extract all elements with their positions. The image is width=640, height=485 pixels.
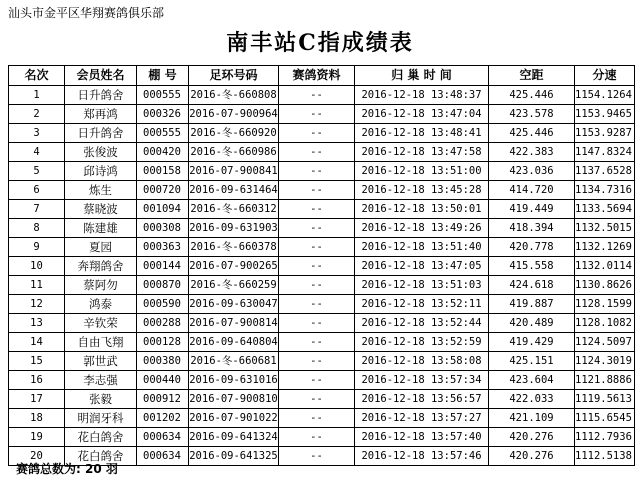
cell-arrival: 2016-12-18 13:47:05 — [355, 257, 489, 276]
cell-distance: 425.151 — [489, 352, 575, 371]
cell-member: 夏园 — [65, 238, 137, 257]
cell-loft: 000363 — [137, 238, 189, 257]
cell-member: 花白鸽舍 — [65, 447, 137, 466]
cell-member: 日升鸽舍 — [65, 124, 137, 143]
cell-ring: 2016-09-640804 — [189, 333, 279, 352]
cell-info: -- — [279, 409, 355, 428]
cell-loft: 000440 — [137, 371, 189, 390]
cell-ring: 2016-07-900814 — [189, 314, 279, 333]
cell-ring: 2016-冬-660312 — [189, 200, 279, 219]
cell-rank: 3 — [9, 124, 65, 143]
table-row — [9, 105, 635, 124]
cell-arrival: 2016-12-18 13:48:37 — [355, 86, 489, 105]
cell-loft: 000870 — [137, 276, 189, 295]
cell-member: 郑再鸿 — [65, 105, 137, 124]
cell-speed: 1133.5694 — [575, 200, 635, 219]
cell-info: -- — [279, 295, 355, 314]
cell-rank: 10 — [9, 257, 65, 276]
cell-loft: 000555 — [137, 86, 189, 105]
cell-distance: 419.887 — [489, 295, 575, 314]
cell-member: 日升鸽舍 — [65, 86, 137, 105]
cell-distance: 420.276 — [489, 447, 575, 466]
cell-speed: 1115.6545 — [575, 409, 635, 428]
cell-ring: 2016-冬-660259 — [189, 276, 279, 295]
cell-info: -- — [279, 200, 355, 219]
table-row — [9, 124, 635, 143]
cell-loft: 000720 — [137, 181, 189, 200]
cell-speed: 1128.1599 — [575, 295, 635, 314]
table-row — [9, 219, 635, 238]
cell-arrival: 2016-12-18 13:51:40 — [355, 238, 489, 257]
table-row — [9, 257, 635, 276]
cell-speed: 1119.5613 — [575, 390, 635, 409]
cell-speed: 1137.6528 — [575, 162, 635, 181]
table-row — [9, 333, 635, 352]
cell-rank: 12 — [9, 295, 65, 314]
cell-info: -- — [279, 390, 355, 409]
cell-arrival: 2016-12-18 13:49:26 — [355, 219, 489, 238]
cell-loft: 000144 — [137, 257, 189, 276]
cell-speed: 1124.3019 — [575, 352, 635, 371]
cell-speed: 1112.5138 — [575, 447, 635, 466]
cell-rank: 17 — [9, 390, 65, 409]
cell-rank: 20 — [9, 447, 65, 466]
cell-arrival: 2016-12-18 13:47:04 — [355, 105, 489, 124]
table-row — [9, 295, 635, 314]
cell-info: -- — [279, 257, 355, 276]
cell-loft: 000128 — [137, 333, 189, 352]
cell-info: -- — [279, 276, 355, 295]
cell-info: -- — [279, 162, 355, 181]
cell-speed: 1130.8626 — [575, 276, 635, 295]
table-row — [9, 390, 635, 409]
cell-speed: 1132.5015 — [575, 219, 635, 238]
cell-distance: 425.446 — [489, 86, 575, 105]
cell-member: 李志强 — [65, 371, 137, 390]
cell-ring: 2016-07-901022 — [189, 409, 279, 428]
cell-ring: 2016-09-631016 — [189, 371, 279, 390]
cell-info: -- — [279, 447, 355, 466]
cell-speed: 1124.5097 — [575, 333, 635, 352]
cell-ring: 2016-09-630047 — [189, 295, 279, 314]
cell-member: 鸿泰 — [65, 295, 137, 314]
cell-loft: 001202 — [137, 409, 189, 428]
cell-distance: 422.033 — [489, 390, 575, 409]
page-title: 南丰站C指成绩表 — [226, 30, 414, 56]
cell-ring: 2016-09-641325 — [189, 447, 279, 466]
col-header-rank: 名次 — [9, 66, 65, 86]
cell-arrival: 2016-12-18 13:47:58 — [355, 143, 489, 162]
table-row — [9, 371, 635, 390]
cell-member: 邱诗鸿 — [65, 162, 137, 181]
col-header-distance: 空距 — [489, 66, 575, 86]
cell-rank: 7 — [9, 200, 65, 219]
cell-ring: 2016-07-900841 — [189, 162, 279, 181]
cell-info: -- — [279, 124, 355, 143]
col-header-info: 赛鸽资料 — [279, 66, 355, 86]
cell-rank: 5 — [9, 162, 65, 181]
cell-arrival: 2016-12-18 13:57:40 — [355, 428, 489, 447]
cell-loft: 000634 — [137, 428, 189, 447]
cell-ring: 2016-09-631903 — [189, 219, 279, 238]
table-row — [9, 238, 635, 257]
cell-rank: 11 — [9, 276, 65, 295]
cell-distance: 422.383 — [489, 143, 575, 162]
cell-info: -- — [279, 105, 355, 124]
table-row — [9, 276, 635, 295]
table-row — [9, 143, 635, 162]
cell-arrival: 2016-12-18 13:51:00 — [355, 162, 489, 181]
cell-speed: 1132.0114 — [575, 257, 635, 276]
cell-loft: 000555 — [137, 124, 189, 143]
cell-speed: 1128.1082 — [575, 314, 635, 333]
cell-member: 蔡阿勿 — [65, 276, 137, 295]
cell-info: -- — [279, 428, 355, 447]
cell-ring: 2016-07-900810 — [189, 390, 279, 409]
cell-info: -- — [279, 143, 355, 162]
cell-member: 明润牙科 — [65, 409, 137, 428]
cell-member: 辛钦荣 — [65, 314, 137, 333]
cell-arrival: 2016-12-18 13:52:11 — [355, 295, 489, 314]
col-header-arrival: 归 巢 时 间 — [355, 66, 489, 86]
cell-loft: 000590 — [137, 295, 189, 314]
table-row — [9, 162, 635, 181]
cell-speed: 1112.7936 — [575, 428, 635, 447]
cell-loft: 000634 — [137, 447, 189, 466]
table-row — [9, 314, 635, 333]
cell-member: 张俊波 — [65, 143, 137, 162]
table-row — [9, 86, 635, 105]
cell-rank: 16 — [9, 371, 65, 390]
col-header-speed: 分速 — [575, 66, 635, 86]
table-row — [9, 181, 635, 200]
organization-name: 汕头市金平区华翔赛鸽俱乐部 — [8, 6, 165, 20]
cell-distance: 424.618 — [489, 276, 575, 295]
cell-info: -- — [279, 352, 355, 371]
cell-rank: 19 — [9, 428, 65, 447]
results-table — [8, 65, 635, 466]
cell-distance: 419.429 — [489, 333, 575, 352]
cell-member: 炼生 — [65, 181, 137, 200]
cell-distance: 423.604 — [489, 371, 575, 390]
cell-info: -- — [279, 238, 355, 257]
cell-member: 郭世武 — [65, 352, 137, 371]
cell-ring: 2016-冬-660920 — [189, 124, 279, 143]
cell-ring: 2016-冬-660986 — [189, 143, 279, 162]
cell-distance: 423.036 — [489, 162, 575, 181]
cell-rank: 2 — [9, 105, 65, 124]
cell-distance: 420.778 — [489, 238, 575, 257]
cell-distance: 421.109 — [489, 409, 575, 428]
col-header-member: 会员姓名 — [65, 66, 137, 86]
cell-speed: 1147.8324 — [575, 143, 635, 162]
cell-rank: 4 — [9, 143, 65, 162]
cell-arrival: 2016-12-18 13:51:03 — [355, 276, 489, 295]
cell-ring: 2016-冬-660681 — [189, 352, 279, 371]
cell-info: -- — [279, 371, 355, 390]
cell-info: -- — [279, 86, 355, 105]
cell-member: 自由飞翔 — [65, 333, 137, 352]
cell-rank: 15 — [9, 352, 65, 371]
cell-distance: 418.394 — [489, 219, 575, 238]
cell-arrival: 2016-12-18 13:57:27 — [355, 409, 489, 428]
cell-speed: 1154.1264 — [575, 86, 635, 105]
cell-speed: 1132.1269 — [575, 238, 635, 257]
cell-info: -- — [279, 181, 355, 200]
cell-distance: 425.446 — [489, 124, 575, 143]
cell-speed: 1121.8886 — [575, 371, 635, 390]
cell-distance: 414.720 — [489, 181, 575, 200]
cell-rank: 9 — [9, 238, 65, 257]
table-row — [9, 200, 635, 219]
cell-arrival: 2016-12-18 13:58:08 — [355, 352, 489, 371]
cell-ring: 2016-07-900964 — [189, 105, 279, 124]
table-row — [9, 428, 635, 447]
cell-loft: 000912 — [137, 390, 189, 409]
cell-speed: 1134.7316 — [575, 181, 635, 200]
cell-rank: 8 — [9, 219, 65, 238]
cell-member: 张毅 — [65, 390, 137, 409]
cell-info: -- — [279, 314, 355, 333]
cell-arrival: 2016-12-18 13:45:28 — [355, 181, 489, 200]
cell-distance: 420.276 — [489, 428, 575, 447]
table-row — [9, 352, 635, 371]
total-count: 赛鸽总数为: 20 羽 — [16, 462, 118, 476]
cell-rank: 6 — [9, 181, 65, 200]
cell-arrival: 2016-12-18 13:48:41 — [355, 124, 489, 143]
cell-loft: 000158 — [137, 162, 189, 181]
cell-arrival: 2016-12-18 13:56:57 — [355, 390, 489, 409]
cell-ring: 2016-冬-660808 — [189, 86, 279, 105]
cell-speed: 1153.9287 — [575, 124, 635, 143]
cell-arrival: 2016-12-18 13:50:01 — [355, 200, 489, 219]
cell-arrival: 2016-12-18 13:57:34 — [355, 371, 489, 390]
cell-arrival: 2016-12-18 13:52:59 — [355, 333, 489, 352]
cell-speed: 1153.9465 — [575, 105, 635, 124]
cell-rank: 1 — [9, 86, 65, 105]
col-header-ring: 足环号码 — [189, 66, 279, 86]
cell-rank: 13 — [9, 314, 65, 333]
cell-arrival: 2016-12-18 13:57:46 — [355, 447, 489, 466]
cell-rank: 14 — [9, 333, 65, 352]
table-header-row — [9, 66, 635, 86]
cell-info: -- — [279, 219, 355, 238]
cell-ring: 2016-冬-660378 — [189, 238, 279, 257]
cell-loft: 000420 — [137, 143, 189, 162]
cell-arrival: 2016-12-18 13:52:44 — [355, 314, 489, 333]
cell-loft: 000308 — [137, 219, 189, 238]
cell-member: 陈建雄 — [65, 219, 137, 238]
cell-member: 奔翔鸽舍 — [65, 257, 137, 276]
cell-member: 花白鸽舍 — [65, 428, 137, 447]
cell-ring: 2016-09-641324 — [189, 428, 279, 447]
table-row — [9, 409, 635, 428]
cell-loft: 000326 — [137, 105, 189, 124]
col-header-loft: 棚 号 — [137, 66, 189, 86]
cell-ring: 2016-07-900265 — [189, 257, 279, 276]
cell-distance: 415.558 — [489, 257, 575, 276]
cell-member: 蔡晓波 — [65, 200, 137, 219]
cell-ring: 2016-09-631464 — [189, 181, 279, 200]
cell-distance: 420.489 — [489, 314, 575, 333]
cell-info: -- — [279, 333, 355, 352]
cell-loft: 000380 — [137, 352, 189, 371]
cell-distance: 423.578 — [489, 105, 575, 124]
cell-loft: 001094 — [137, 200, 189, 219]
cell-distance: 419.449 — [489, 200, 575, 219]
cell-loft: 000288 — [137, 314, 189, 333]
cell-rank: 18 — [9, 409, 65, 428]
